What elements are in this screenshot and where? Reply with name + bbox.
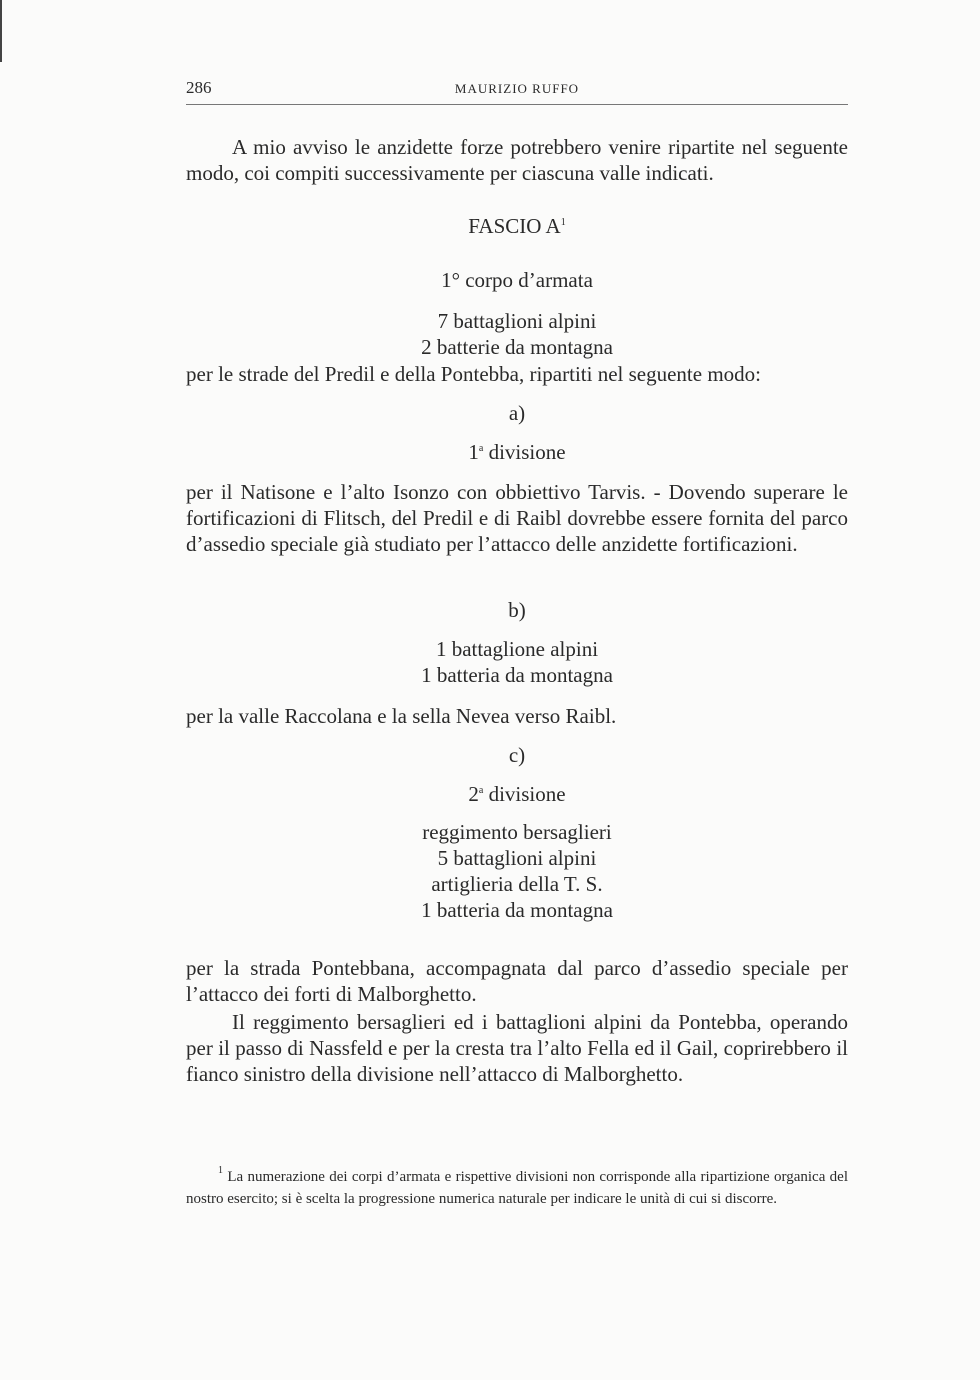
corps-unit-line: 7 battaglioni alpini	[437, 309, 597, 333]
division-word: divisione	[483, 440, 566, 464]
b-unit-line: 1 batteria da montagna	[421, 663, 613, 687]
division-2-heading	[186, 781, 848, 807]
fascio-title: FASCIO A	[468, 214, 561, 238]
section-b-task: per la valle Raccolana e la sella Nevea verso Raibl.	[186, 704, 617, 728]
ordinal-suffix: a	[478, 785, 484, 796]
division-1-task: per il Natisone e l’alto Isonzo con obbiettivo Tarvis. - Dovendo superare le fortificazioni di Flitsch, del Predil e di Raibl dovrebbe essere fornita del parco d’assedio speciale già studiato per l’attacco delle anzidette fortificazioni.	[186, 480, 848, 556]
corps-task: per le strade del Predil e della Pontebba, ripartiti nel seguente modo:	[186, 362, 761, 386]
scan-edge-mark	[0, 0, 2, 62]
page-header	[186, 78, 848, 105]
footnote-text: La numerazione dei corpi d’armata e rispettive divisioni non corrisponde alla ripartizione organica del nostro esercito; si è scelta la progressione numerica naturale per indicare le unità di cui si discorre.	[186, 1169, 848, 1207]
division-2-task: per la strada Pontebbana, accompagnata dal parco d’assedio speciale per l’attacco dei forti di Malborghetto.	[186, 956, 848, 1006]
footnote-ref: 1	[560, 217, 566, 228]
closing-paragraph: Il reggimento bersaglieri ed i battaglioni alpini da Pontebba, operando per il passo di Nassfeld e per la cresta tra l’alto Fella ed il Gail, coprirebbero il fianco sinistro della divisione nell’attacco di Malborghetto.	[186, 1010, 848, 1086]
div2-unit-line: reggimento bersaglieri	[422, 820, 612, 844]
intro-paragraph: A mio avviso le anzidette forze potrebbero venire ripartite nel seguente modo, coi compiti successivamente per ciascuna valle indicati.	[186, 135, 848, 185]
div2-unit-line: artiglieria della T. S.	[431, 872, 603, 896]
section-b-label: b)	[508, 598, 526, 622]
div2-unit-line: 1 batteria da montagna	[421, 898, 613, 922]
division-1-heading	[186, 439, 848, 465]
division-number: 2	[468, 782, 479, 806]
page-number: 286	[186, 78, 212, 97]
corps-units	[186, 308, 848, 360]
fascio-heading	[186, 213, 848, 239]
b-unit-line: 1 battaglione alpini	[435, 637, 599, 661]
section-c-label: c)	[508, 743, 526, 767]
ordinal-suffix: a	[478, 443, 484, 454]
section-b-units	[186, 636, 848, 688]
division-word: divisione	[483, 782, 566, 806]
division-number: 1	[468, 440, 479, 464]
running-title: MAURIZIO RUFFO	[454, 81, 580, 96]
section-a-label: a)	[508, 401, 526, 425]
corps-heading: 1° corpo d’armata	[441, 268, 593, 292]
footnote-marker: 1	[218, 1165, 223, 1176]
corps-unit-line: 2 batterie da montagna	[421, 335, 613, 359]
division-2-units	[186, 819, 848, 923]
footnote	[186, 1166, 848, 1210]
div2-unit-line: 5 battaglioni alpini	[437, 846, 597, 870]
